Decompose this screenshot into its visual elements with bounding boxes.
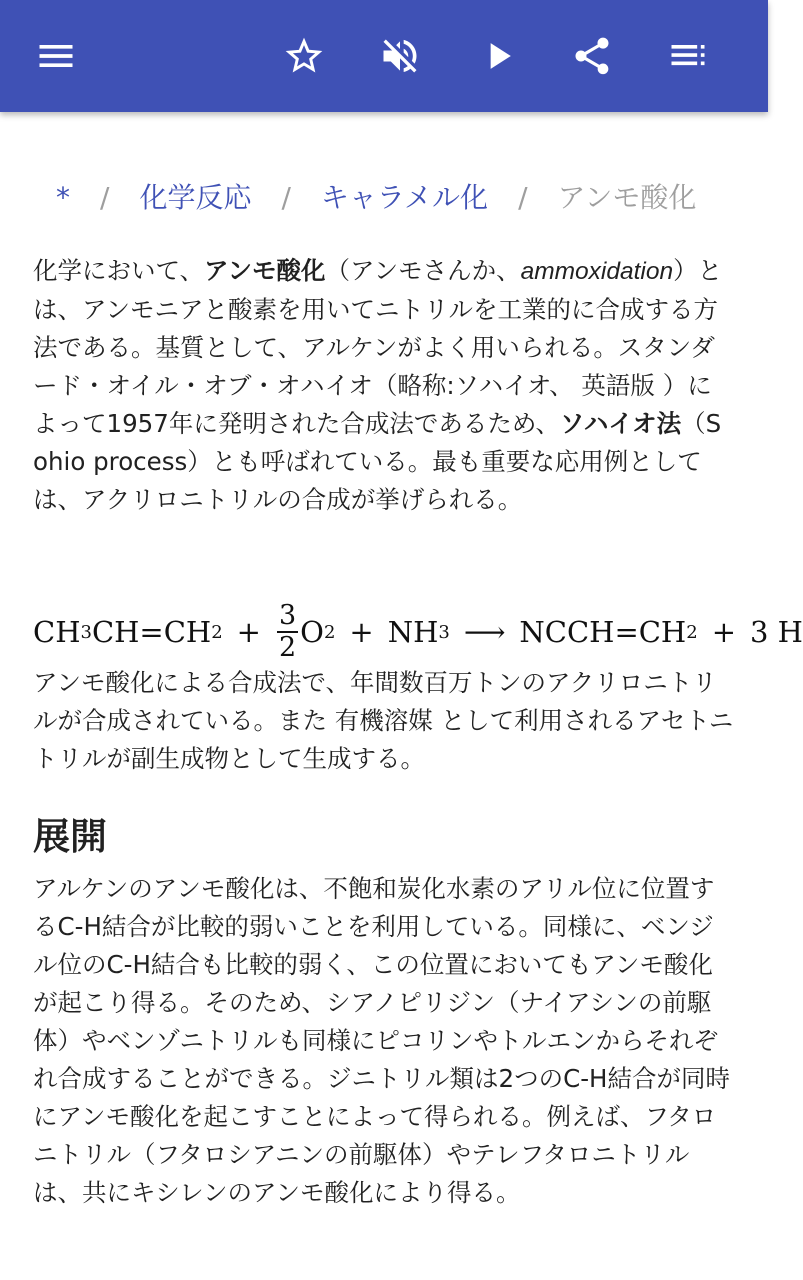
volume-off-icon [378, 34, 422, 78]
eq-subscript: 2 [686, 621, 698, 643]
eq-chch2: CH=CH [91, 615, 212, 649]
intro-text-4: （Sohio process）とも呼ばれている。最も重要な応用例としては、アクリロニトリルの合成が挙げられる。 [33, 409, 722, 514]
intro-text-2: （アンモさんか、 [325, 256, 521, 285]
eq-fraction [277, 601, 298, 663]
eq-subscript: 2 [323, 621, 336, 643]
eq-fraction-denominator: 2 [278, 632, 297, 663]
intro-text-1: 化学において、 [33, 256, 205, 285]
menu-button[interactable] [28, 28, 84, 84]
eq-o2: O [300, 615, 324, 649]
chemical-equation [33, 596, 803, 668]
term-sohio: ソハイオ法 [559, 409, 682, 438]
breadcrumb-separator: / [100, 181, 110, 214]
app-bar [0, 0, 768, 112]
section-paragraph: アルケンのアンモ酸化は、不飽和炭化水素のアリル位に位置するC-H結合が比較的弱いことを利用している。同様に、ベンジル位のC-H結合も比較的弱く、この位置においてもアンモ酸化が起こり得る。そのため、シアノピリジン（ナイアシンの前駆体）やベンゾニトリルも同様にピコリンやトルエンからそれぞれ合成することができる。ジニトリル類は2つのC-H結合が同時にアンモ酸化を起こすことによって得られる。例えば、フタロニトリル（フタロシアニンの前駆体）やテレフタロニトリルは、共にキシレンのアンモ酸化により得る。 [33, 874, 730, 1207]
breadcrumb-current: アンモ酸化 [557, 181, 697, 214]
eq-plus: + [711, 615, 736, 649]
eq-arrow: ⟶ [463, 615, 506, 649]
eq-subscript: 3 [438, 621, 450, 643]
eq-ch3: CH [33, 615, 81, 649]
share-icon [570, 34, 614, 78]
eq-3h: 3 H [750, 615, 803, 649]
article-content [0, 112, 803, 1280]
eq-subscript: 2 [211, 621, 223, 643]
intro-text-3: ）とは、アンモニアと酸素を用いてニトリルを工業的に合成する方法である。基質として、アルケンがよく用いられる。スタンダード・オイル・オブ・オハイオ（略称:ソハイオ、 英語版 ）によって1957年に発明された合成法であるため、 [33, 256, 723, 438]
eq-plus: + [349, 615, 374, 649]
breadcrumb-item-root[interactable]: * [56, 181, 70, 214]
section-heading: 展開 [33, 815, 107, 858]
star-icon [282, 34, 326, 78]
playlist-icon [666, 34, 710, 78]
breadcrumb [56, 178, 696, 218]
share-button[interactable] [564, 28, 620, 84]
bookmark-button[interactable] [276, 28, 332, 84]
term-ammoxidation: アンモ酸化 [204, 256, 326, 285]
play-button[interactable] [470, 28, 526, 84]
eq-fraction-numerator: 3 [278, 600, 297, 631]
breadcrumb-separator: / [518, 181, 528, 214]
eq-plus: + [236, 615, 261, 649]
contents-button[interactable] [660, 28, 716, 84]
eq-subscript: 3 [80, 621, 92, 643]
intro-paragraph [33, 252, 735, 519]
eq-ncch: NCCH=CH [519, 615, 687, 649]
eq-nh3: NH [387, 615, 439, 649]
menu-icon [34, 34, 78, 78]
breadcrumb-item-chemical-reaction[interactable]: 化学反応 [139, 181, 252, 214]
breadcrumb-item-caramelization[interactable]: キャラメル化 [320, 181, 489, 214]
term-english: ammoxidation [520, 258, 674, 285]
breadcrumb-separator: / [281, 181, 291, 214]
mute-button[interactable] [372, 28, 428, 84]
acrylonitrile-paragraph: アンモ酸化による合成法で、年間数百万トンのアクリロニトリルが合成されている。また 有機溶媒 として利用されるアセトニトリルが副生成物として生成する。 [33, 668, 734, 773]
play-icon [476, 34, 520, 78]
